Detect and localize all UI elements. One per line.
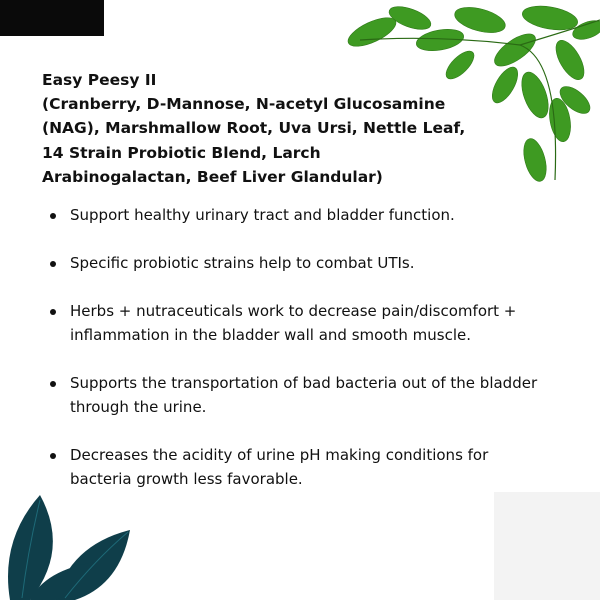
list-item [42,203,552,227]
product-title [42,68,482,189]
list-item [42,299,552,347]
bullet-icon [50,453,56,459]
list-item-text: Specific probiotic strains help to combat UTIs. [70,254,415,272]
bullet-icon [50,309,56,315]
title-line: 14 Strain Probiotic Blend, Larch [42,143,321,162]
benefits-list [42,203,552,515]
list-item-text: Supports the transportation of bad bacteria out of the bladder through the urine. [70,374,538,416]
bullet-icon [50,381,56,387]
list-item [42,371,552,419]
list-item-text: Decreases the acidity of urine pH making conditions for bacteria growth less favorable. [70,446,489,488]
bullet-icon [50,213,56,219]
list-item-text: Support healthy urinary tract and bladder function. [70,206,455,224]
list-item-text: Herbs + nutraceuticals work to decrease pain/discomfort + inflammation in the bladder wall and smooth muscle. [70,302,517,344]
list-item [42,251,552,275]
title-line: (Cranberry, D-Mannose, N-acetyl Glucosamine [42,95,446,114]
list-item [42,443,552,491]
bullet-icon [50,261,56,267]
title-line: Easy Peesy II [42,71,157,89]
title-line: Arabinogalactan, Beef Liver Glandular) [42,167,383,186]
title-line: (NAG), Marshmallow Root, Uva Ursi, Nettle Leaf, [42,119,466,138]
corner-black-block [0,0,104,36]
